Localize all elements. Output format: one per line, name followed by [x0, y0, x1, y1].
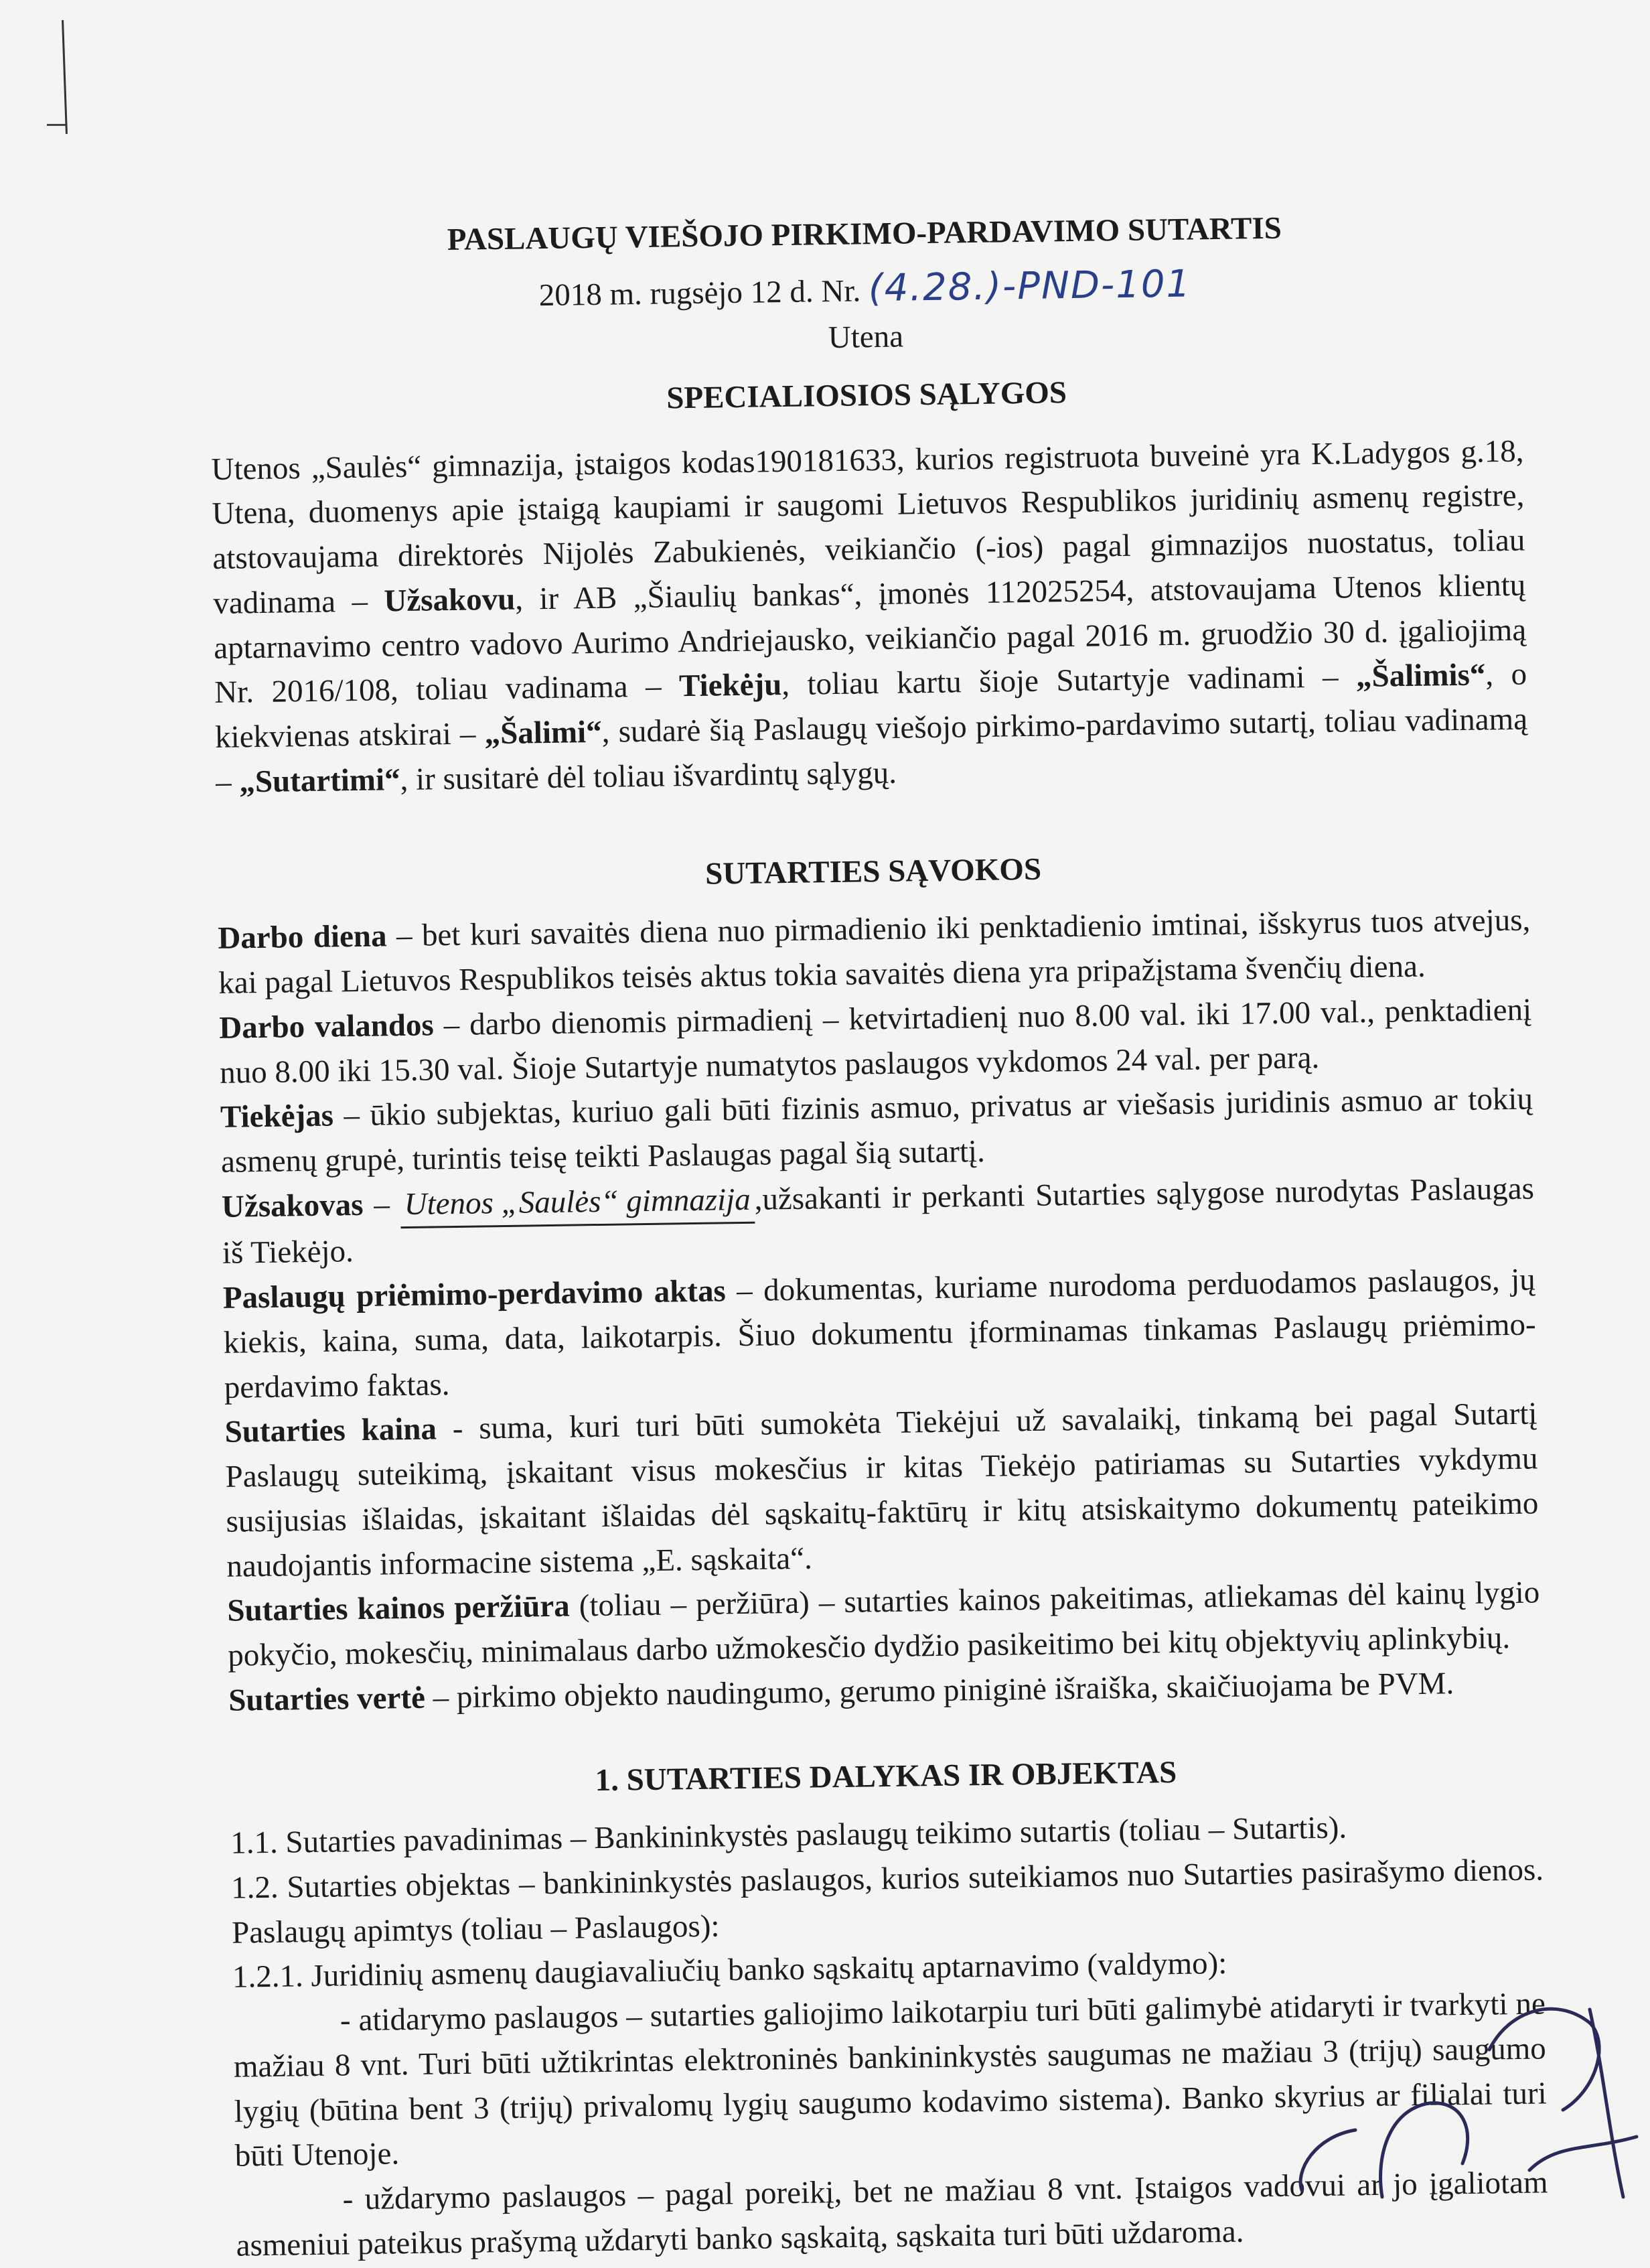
clause-closing-services: - uždarymo paslaugos – pagal poreikį, bet ne mažiau 8 vnt. Įstaigos vadovui ar jo įgaliotam asmeniui pateikus prašymą uždaryti banko sąskaitą, sąskaita turi būti uždaroma.	[236, 2165, 1548, 2263]
document-body	[208, 183, 1549, 2268]
section-1-heading: 1. SUTARTIES DALYKAS IR OBJEKTAS	[595, 1754, 1177, 1798]
definitions-heading: SUTARTIES SĄVOKOS	[704, 851, 1042, 892]
definition-item: Paslaugų priėmimo-perdavimo aktas – dokumentas, kuriame nurodoma perduodamos paslaugos, jų kiekis, kaina, suma, data, laikotarpis. Šiuo dokumentu įforminamas tinkamas Paslaugų priėmimo-perdavimo faktas.	[222, 1262, 1536, 1405]
margin-mark	[62, 20, 68, 134]
handwritten-signature	[1275, 1969, 1650, 2210]
definition-item: Darbo valandos – darbo dienomis pirmadienį – ketvirtadienį nuo 8.00 val. iki 17.00 val., penktadienį nuo 8.00 iki 15.30 val. Šioje Sutartyje numatytos paslaugos vykdomos 24 val. per parą.	[218, 992, 1532, 1090]
intro-paragraph: Utenos „Saulės“ gimnazija, įstaigos kodas190181633, kurios registruota buveinė yra K.Ladygos g.18, Utena, duomenys apie įstaigą kaupiami ir saugomi Lietuvos Respublikos juridinių asmenų registre, atstovaujama direktorės Nijolės Zabukienės, veikiančio (-ios) pagal gimnazijos nuostatus, toliau vadinama – Užsakovu, ir AB „Šiaulių bankas“, įmonės 112025254, atstovaujama Utenos klientų aptarnavimo centro vadovo Aurimo Andriejausko, veikiančio pagal 2016 m. gruodžio 30 d. įgaliojimą Nr. 2016/108, toliau vadinama – Tiekėju, toliau kartu šioje Sutartyje vadinami – „Šalimis“, o kiekvienas atskirai – „Šalimi“, sudarė šią Paslaugų viešojo pirkimo-pardavimo sutartį, toliau vadinamą – „Sutartimi“, ir susitarė dėl toliau išvardintų sąlygų.	[211, 433, 1528, 800]
definition-item: Tiekėjas – ūkio subjektas, kuriuo gali būti fizinis asmuo, privatus ar viešasis juridinis asmuo ar tokių asmenų grupė, turintis teisę teikti Paslaugas pagal šią sutartį.	[220, 1081, 1533, 1180]
clause-1-1: 1.1. Sutarties pavadinimas – Bankininkystės paslaugų teikimo sutartis (toliau – Sutartis).	[230, 1810, 1347, 1861]
clause-opening-services: - atidarymo paslaugos – sutarties galiojimo laikotarpiu turi būti galimybė atidaryti ir tvarkyti ne mažiau 8 vnt. Turi būti užtikrintas elektroninės bankininkystės saugumas ne mažiau 3 (trijų) saugumo lygių (būtina bent 3 (trijų) privalomų lygių saugumo kodavimo sistema). Banko skyrius ar filialai turi būti Utenoje.	[233, 1986, 1548, 2174]
contract-date: 2018 m. rugsėjo 12 d. Nr.	[538, 273, 861, 313]
special-conditions-heading: SPECIALIOSIOS SĄLYGOS	[666, 375, 1067, 416]
definition-item: Darbo diena – bet kuri savaitės diena nuo pirmadienio iki penktadienio imtinai, išskyrus tuos atvejus, kai pagal Lietuvos Respublikos teisės aktus tokia savaitės diena yra pripažįstama švenčių diena.	[218, 902, 1531, 1001]
handwritten-contract-number: (4.28.)-PND-101	[868, 262, 1192, 310]
definition-item: Sutarties vertė – pirkimo objekto naudingumo, gerumo piniginė išraiška, skaičiuojama be PVM.	[228, 1666, 1454, 1718]
definition-item: Užsakovas – Utenos „Saulės“ gimnazija,užsakanti ir perkanti Sutarties sąlygose nurodytas Paslaugas iš Tiekėjo.	[221, 1171, 1535, 1271]
clause-1-2: 1.2. Sutarties objektas – bankininkystės paslaugos, kurios suteikiamos nuo Sutarties pasirašymo dienos. Paslaugų apimtys (toliau – Paslaugos):	[230, 1852, 1544, 1951]
definition-item: Sutarties kaina - suma, kuri turi būti sumokėta Tiekėjui už savalaikį, tinkamą bei pagal Sutartį Paslaugų suteikimą, įskaitant visus mokesčius ir kitas Tiekėjo patiriamas su Sutarties vykdymu susijusias išlaidas, įskaitant išlaidas dėl sąskaitų-faktūrų ir kitų atsiskaitymo dokumentų pateikimo naudojantis informacine sistema „E. sąskaita“.	[224, 1396, 1539, 1584]
filled-in-customer-name: Utenos „Saulės“ gimnazija	[400, 1177, 755, 1228]
margin-tick	[47, 124, 66, 126]
definition-item: Sutarties kainos peržiūra (toliau – peržiūra) – sutarties kainos pakeitimas, atliekamas dėl kainų lygio pokyčio, mokesčių, minimalaus darbo užmokesčio dydžio pasikeitimo bei kitų objektyvių aplinkybių.	[227, 1575, 1540, 1673]
document-title: PASLAUGŲ VIEŠOJO PIRKIMO-PARDAVIMO SUTARTIS	[447, 210, 1282, 258]
city: Utena	[828, 319, 904, 356]
clause-1-2-1: 1.2.1. Juridinių asmenų daugiavaliučių banko sąskaitų aptarnavimo (valdymo):	[232, 1946, 1227, 1995]
